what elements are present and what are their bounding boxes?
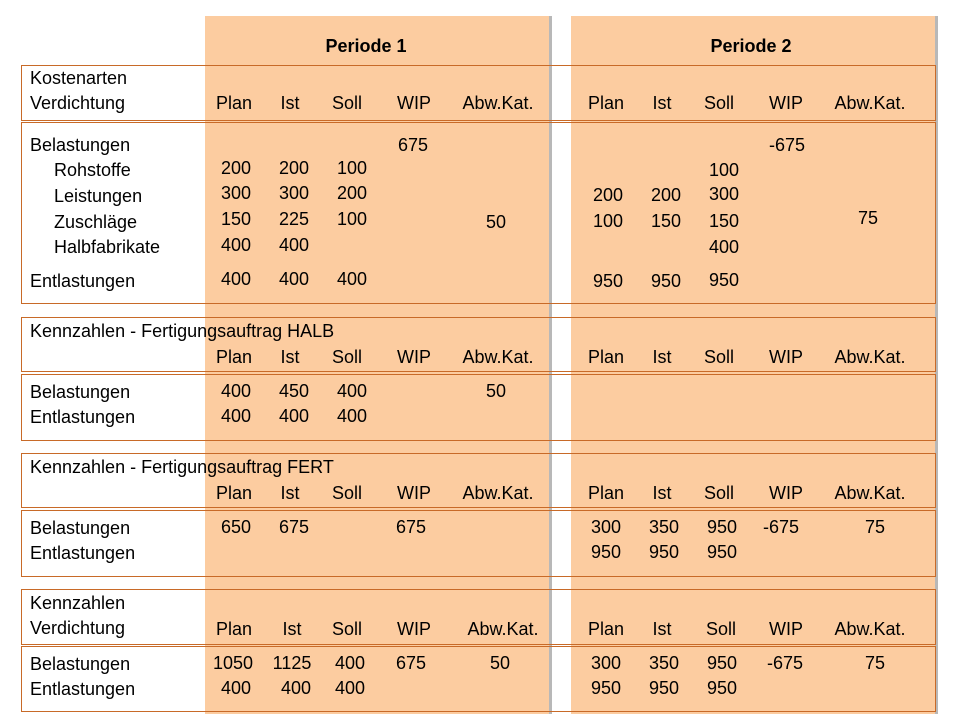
cell-ist: 950 xyxy=(648,542,680,562)
col-header-wip: WIP xyxy=(769,347,803,367)
cell-soll: 300 xyxy=(708,184,740,204)
cell-wip: 675 xyxy=(395,517,427,537)
col-header-abw: Abw.Kat. xyxy=(467,619,539,639)
row-label-belastungen: Belastungen xyxy=(30,382,131,402)
col-header-soll: Soll xyxy=(331,619,363,639)
cell-soll: 150 xyxy=(708,211,740,231)
cell-soll: 100 xyxy=(336,209,368,229)
cell-ist: 400 xyxy=(278,269,310,289)
cell-abw: 75 xyxy=(864,517,886,537)
col-header-plan: Plan xyxy=(587,347,625,367)
cell-soll: 400 xyxy=(336,406,368,426)
section-halb-body xyxy=(21,374,936,441)
section-title: Kostenarten xyxy=(30,68,128,88)
cell-soll: 100 xyxy=(336,158,368,178)
col-header-soll: Soll xyxy=(331,347,363,367)
cell-plan: 300 xyxy=(220,183,252,203)
cell-plan: 400 xyxy=(220,269,252,289)
col-header-abw: Abw.Kat. xyxy=(834,619,906,639)
col-header-soll: Soll xyxy=(705,619,737,639)
col-header-wip: WIP xyxy=(397,619,431,639)
cell-ist: 350 xyxy=(648,517,680,537)
cell-plan: 950 xyxy=(590,542,622,562)
section-title: Kennzahlen xyxy=(30,593,126,613)
cell-plan: 650 xyxy=(220,517,252,537)
col-header-plan: Plan xyxy=(587,483,625,503)
cell-soll: 200 xyxy=(336,183,368,203)
col-header-wip: WIP xyxy=(397,93,431,113)
cell-plan: 300 xyxy=(590,517,622,537)
cell-soll: 950 xyxy=(706,678,738,698)
cell-wip: -675 xyxy=(762,517,800,537)
cell-soll: 400 xyxy=(334,678,366,698)
col-header-soll: Soll xyxy=(331,483,363,503)
cell-ist: 400 xyxy=(278,235,310,255)
col-header-plan: Plan xyxy=(215,347,253,367)
cell-ist: 450 xyxy=(278,381,310,401)
cell-abw: 50 xyxy=(485,381,507,401)
row-label-belastungen: Belastungen xyxy=(30,518,131,538)
cell-ist: 950 xyxy=(648,678,680,698)
section-subtitle: Verdichtung xyxy=(30,93,126,113)
cell-ist: 1125 xyxy=(272,653,312,673)
cell-plan: 1050 xyxy=(212,653,254,673)
row-label-entlastungen: Entlastungen xyxy=(30,407,136,427)
cell-ist: 400 xyxy=(278,406,310,426)
section-title: Kennzahlen - Fertigungsauftrag HALB xyxy=(30,321,335,341)
row-label-entlastungen: Entlastungen xyxy=(30,543,136,563)
col-header-wip: WIP xyxy=(769,619,803,639)
section-subtitle: Verdichtung xyxy=(30,618,126,638)
row-label-belastungen: Belastungen xyxy=(30,135,131,155)
col-header-ist: Ist xyxy=(280,347,300,367)
cell-wip: -675 xyxy=(768,135,806,155)
col-header-wip: WIP xyxy=(397,347,431,367)
cell-wip: 675 xyxy=(397,135,429,155)
col-header-abw: Abw.Kat. xyxy=(834,347,906,367)
cell-abw: 50 xyxy=(489,653,511,673)
cell-ist: 675 xyxy=(278,517,310,537)
cell-ist: 400 xyxy=(280,678,312,698)
row-label-entlastungen: Entlastungen xyxy=(30,271,136,291)
col-header-abw: Abw.Kat. xyxy=(462,483,534,503)
row-label-zuschlaege: Zuschläge xyxy=(54,212,138,232)
col-header-soll: Soll xyxy=(331,93,363,113)
col-header-abw: Abw.Kat. xyxy=(834,483,906,503)
cell-ist: 350 xyxy=(648,653,680,673)
col-header-soll: Soll xyxy=(703,483,735,503)
periode-2-title: Periode 2 xyxy=(710,36,792,56)
cell-wip: 675 xyxy=(395,653,427,673)
cell-ist: 950 xyxy=(650,271,682,291)
cell-soll: 950 xyxy=(706,542,738,562)
cell-soll: 400 xyxy=(708,237,740,257)
col-header-abw: Abw.Kat. xyxy=(834,93,906,113)
cell-wip: -675 xyxy=(766,653,804,673)
cell-soll: 400 xyxy=(336,269,368,289)
col-header-abw: Abw.Kat. xyxy=(462,347,534,367)
col-header-plan: Plan xyxy=(587,619,625,639)
col-header-ist: Ist xyxy=(652,93,672,113)
row-label-belastungen: Belastungen xyxy=(30,654,131,674)
col-header-soll: Soll xyxy=(703,347,735,367)
cell-plan: 300 xyxy=(590,653,622,673)
cell-soll: 950 xyxy=(706,517,738,537)
cell-plan: 950 xyxy=(590,678,622,698)
col-header-plan: Plan xyxy=(587,93,625,113)
cell-ist: 200 xyxy=(650,185,682,205)
cell-abw: 75 xyxy=(857,208,879,228)
col-header-plan: Plan xyxy=(215,483,253,503)
row-label-entlastungen: Entlastungen xyxy=(30,679,136,699)
row-label-leistungen: Leistungen xyxy=(54,186,143,206)
col-header-ist: Ist xyxy=(280,93,300,113)
col-header-abw: Abw.Kat. xyxy=(462,93,534,113)
cell-soll: 950 xyxy=(706,653,738,673)
col-header-soll: Soll xyxy=(703,93,735,113)
col-header-plan: Plan xyxy=(215,619,253,639)
col-header-ist: Ist xyxy=(280,483,300,503)
col-header-wip: WIP xyxy=(397,483,431,503)
cell-ist: 200 xyxy=(278,158,310,178)
cell-plan: 200 xyxy=(220,158,252,178)
section-title: Kennzahlen - Fertigungsauftrag FERT xyxy=(30,457,334,477)
cell-plan: 200 xyxy=(592,185,624,205)
cell-plan: 400 xyxy=(220,406,252,426)
cell-soll: 400 xyxy=(336,381,368,401)
cell-soll: 400 xyxy=(334,653,366,673)
row-label-halbfabrikate: Halbfabrikate xyxy=(54,237,161,257)
cell-abw: 50 xyxy=(485,212,507,232)
cell-ist: 225 xyxy=(278,209,310,229)
col-header-wip: WIP xyxy=(769,483,803,503)
col-header-ist: Ist xyxy=(652,483,672,503)
cell-plan: 950 xyxy=(592,271,624,291)
cell-soll: 100 xyxy=(708,160,740,180)
cell-plan: 400 xyxy=(220,381,252,401)
col-header-ist: Ist xyxy=(652,347,672,367)
cell-ist: 150 xyxy=(650,211,682,231)
cell-plan: 400 xyxy=(220,678,252,698)
cell-ist: 300 xyxy=(278,183,310,203)
periode-1-title: Periode 1 xyxy=(325,36,407,56)
row-label-rohstoffe: Rohstoffe xyxy=(54,160,131,180)
cell-abw: 75 xyxy=(864,653,886,673)
col-header-ist: Ist xyxy=(652,619,672,639)
cell-plan: 150 xyxy=(220,209,252,229)
cell-plan: 100 xyxy=(592,211,624,231)
col-header-wip: WIP xyxy=(769,93,803,113)
cell-plan: 400 xyxy=(220,235,252,255)
cell-soll: 950 xyxy=(708,270,740,290)
col-header-plan: Plan xyxy=(215,93,253,113)
col-header-ist: Ist xyxy=(282,619,302,639)
